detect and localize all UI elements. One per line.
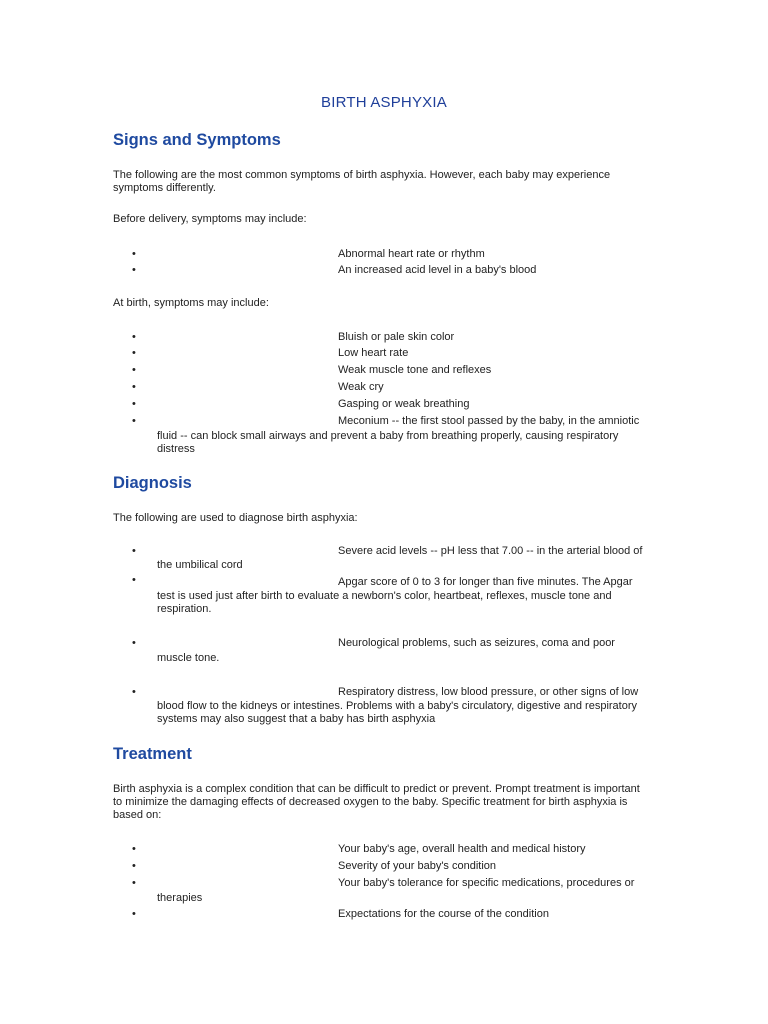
bullet: • bbox=[132, 248, 136, 260]
diagnosis-intro: The following are used to diagnose birth asphyxia: bbox=[113, 512, 358, 524]
bullet: • bbox=[132, 331, 136, 343]
list-item: Your baby's age, overall health and medical history bbox=[338, 843, 586, 855]
bullet: • bbox=[132, 877, 136, 889]
list-item: Severe acid levels -- pH less that 7.00 -- in the arterial blood of bbox=[338, 545, 643, 557]
signs-intro-line-2: symptoms differently. bbox=[113, 182, 216, 194]
bullet: • bbox=[132, 545, 136, 557]
list-item: Respiratory distress, low blood pressure, or other signs of low bbox=[338, 686, 639, 698]
list-item-continuation: systems may also suggest that a baby has birth asphyxia bbox=[157, 713, 436, 725]
bullet: • bbox=[132, 908, 136, 920]
document-title: BIRTH ASPHYXIA bbox=[321, 94, 447, 111]
bullet: • bbox=[132, 264, 136, 276]
list-item: Apgar score of 0 to 3 for longer than five minutes. The Apgar bbox=[338, 576, 633, 588]
list-item: Severity of your baby's condition bbox=[338, 860, 497, 872]
list-item: Weak cry bbox=[338, 381, 384, 393]
list-item-continuation: fluid -- can block small airways and prevent a baby from breathing properly, causing respiratory bbox=[157, 430, 619, 442]
list-item: Bluish or pale skin color bbox=[338, 331, 455, 343]
bullet: • bbox=[132, 415, 136, 427]
list-item-continuation: test is used just after birth to evaluate a newborn's color, heartbeat, reflexes, muscle tone and bbox=[157, 590, 612, 602]
list-item-continuation: the umbilical cord bbox=[157, 559, 243, 571]
signs-intro-line-1: The following are the most common symptoms of birth asphyxia. However, each baby may experience bbox=[113, 169, 611, 181]
bullet: • bbox=[132, 574, 136, 586]
list-item: Low heart rate bbox=[338, 347, 409, 359]
at-birth-label: At birth, symptoms may include: bbox=[113, 297, 269, 309]
list-item-continuation: distress bbox=[157, 443, 195, 455]
treatment-intro-line-2: to minimize the damaging effects of decreased oxygen to the baby. Specific treatment for birth asphyxia is bbox=[113, 796, 628, 808]
bullet: • bbox=[132, 637, 136, 649]
list-item: An increased acid level in a baby's blood bbox=[338, 264, 537, 276]
treatment-intro-line-3: based on: bbox=[113, 809, 162, 821]
bullet: • bbox=[132, 381, 136, 393]
list-item-continuation: therapies bbox=[157, 892, 203, 904]
list-item-continuation: respiration. bbox=[157, 603, 212, 615]
list-item-continuation: muscle tone. bbox=[157, 652, 220, 664]
bullet: • bbox=[132, 364, 136, 376]
before-delivery-label: Before delivery, symptoms may include: bbox=[113, 213, 307, 225]
bullet: • bbox=[132, 686, 136, 698]
list-item: Weak muscle tone and reflexes bbox=[338, 364, 492, 376]
list-item: Neurological problems, such as seizures, coma and poor bbox=[338, 637, 615, 649]
list-item: Expectations for the course of the condition bbox=[338, 908, 549, 920]
heading-diagnosis: Diagnosis bbox=[113, 474, 192, 492]
treatment-intro-line-1: Birth asphyxia is a complex condition that can be difficult to predict or prevent. Prompt treatment is important bbox=[113, 783, 640, 795]
bullet: • bbox=[132, 860, 136, 872]
bullet: • bbox=[132, 398, 136, 410]
list-item: Meconium -- the first stool passed by the baby, in the amniotic bbox=[338, 415, 640, 427]
list-item: Gasping or weak breathing bbox=[338, 398, 470, 410]
bullet: • bbox=[132, 347, 136, 359]
heading-treatment: Treatment bbox=[113, 745, 192, 763]
list-item-continuation: blood flow to the kidneys or intestines. Problems with a baby's circulatory, digestive and respiratory bbox=[157, 700, 638, 712]
list-item: Abnormal heart rate or rhythm bbox=[338, 248, 485, 260]
heading-signs-and-symptoms: Signs and Symptoms bbox=[113, 131, 281, 149]
list-item: Your baby's tolerance for specific medications, procedures or bbox=[338, 877, 635, 889]
bullet: • bbox=[132, 843, 136, 855]
